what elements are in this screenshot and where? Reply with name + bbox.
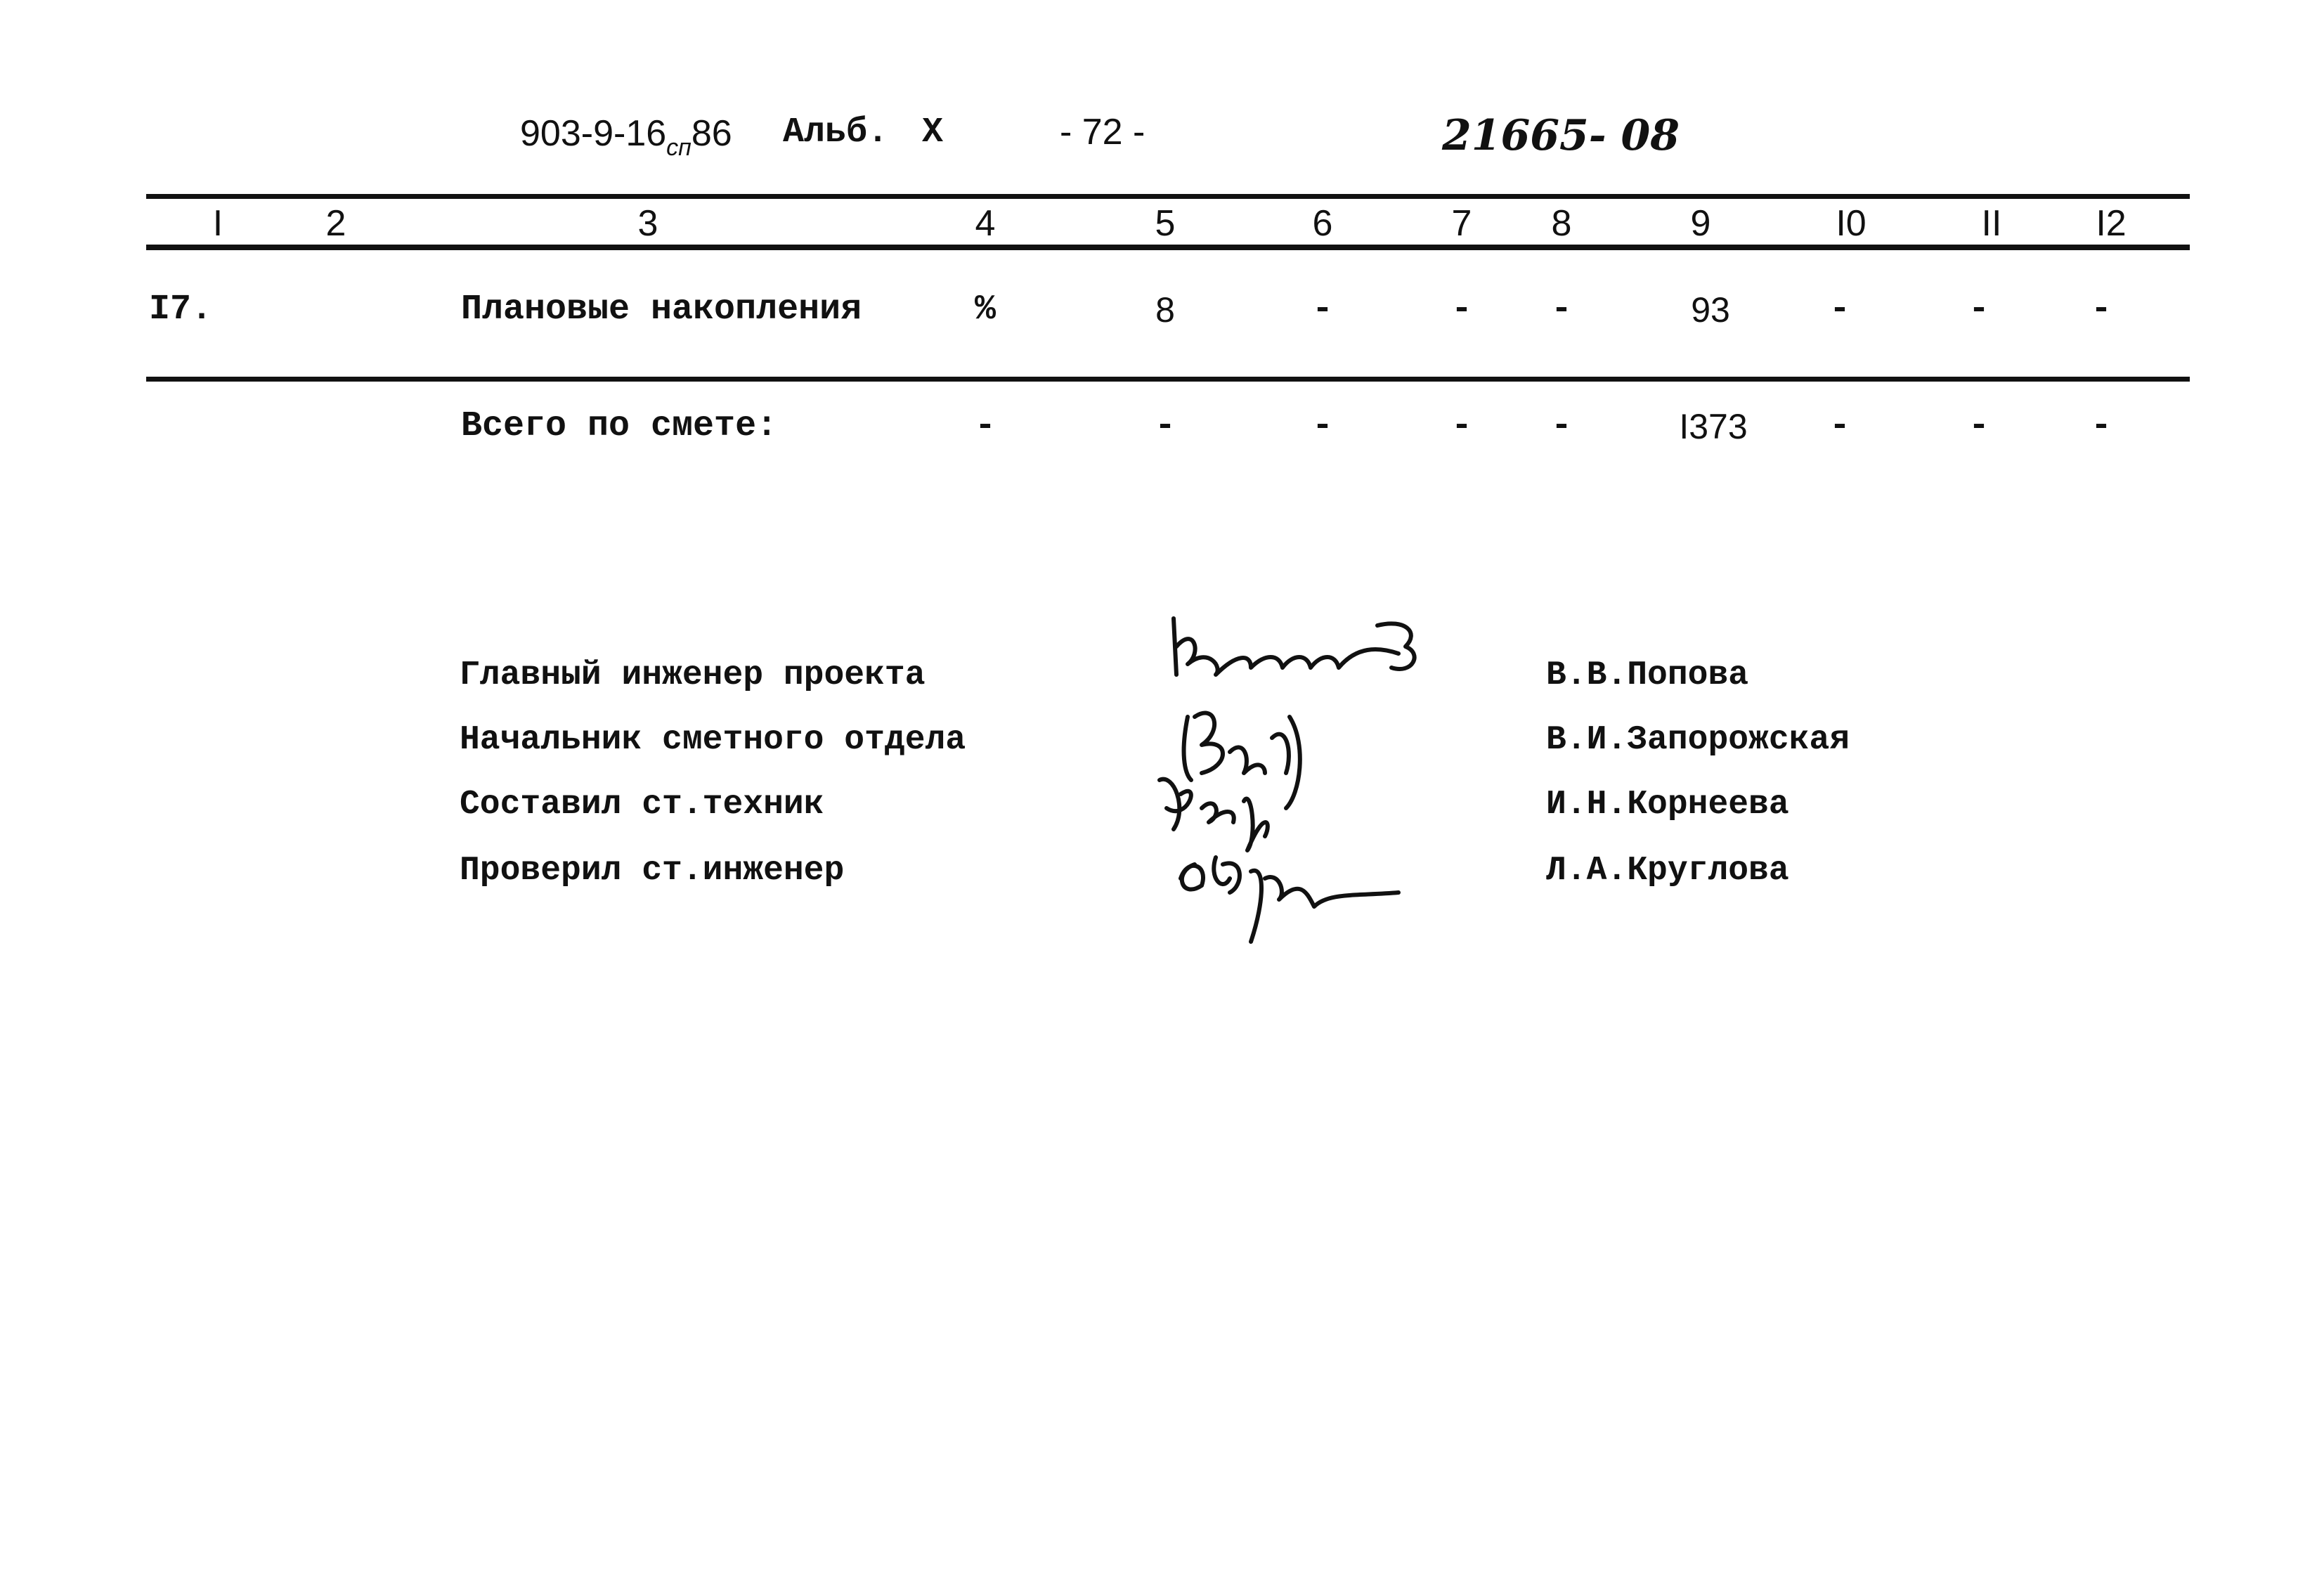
col-header-1: I <box>212 203 223 244</box>
col-header-12: I2 <box>2096 203 2127 244</box>
row-cell-col11: - <box>1968 290 1990 330</box>
handwritten-signatures <box>1145 597 1441 949</box>
handwritten-number: 21665- 08 <box>1442 111 1680 160</box>
col-header-11: II <box>1981 203 2002 244</box>
col-header-2: 2 <box>325 203 346 244</box>
col-header-6: 6 <box>1312 203 1333 244</box>
header-bottom-rule <box>146 245 2190 250</box>
col-header-5: 5 <box>1155 203 1176 244</box>
col-header-9: 9 <box>1690 203 1711 244</box>
signature-name: В.И.Запорожская <box>1546 721 1850 759</box>
signature-4-image <box>1181 857 1398 942</box>
col-header-10: I0 <box>1836 203 1867 244</box>
col-header-8: 8 <box>1551 203 1572 244</box>
total-rule <box>146 377 2190 382</box>
total-cell-col6: - <box>1311 406 1334 446</box>
signature-name: В.В.Попова <box>1546 656 1749 694</box>
row-cell-col9: 93 <box>1691 290 1730 330</box>
total-cell-col5: - <box>1154 406 1176 446</box>
doc-code-main: 903-9-16 <box>520 113 667 154</box>
signature-role: Составил ст.техник <box>460 786 824 824</box>
total-cell-col9: I373 <box>1679 407 1748 446</box>
row-cell-col8: - <box>1550 290 1573 330</box>
col-header-7: 7 <box>1451 203 1472 244</box>
total-cell-col12: - <box>2090 406 2112 446</box>
row-cell-col7: - <box>1450 290 1473 330</box>
col-header-4: 4 <box>975 203 996 244</box>
col-header-3: 3 <box>637 203 658 244</box>
total-cell-col8: - <box>1550 406 1573 446</box>
page-number: - 72 - <box>1060 112 1145 152</box>
signature-3-image <box>1160 779 1268 850</box>
row-cell-col5: 8 <box>1155 290 1175 330</box>
total-cell-col11: - <box>1968 406 1990 446</box>
row-cell-col12: - <box>2090 290 2112 330</box>
row-description: Плановые накопления <box>461 290 862 330</box>
album-number: X <box>922 112 944 152</box>
row-number: I7. <box>149 290 213 330</box>
total-cell-col7: - <box>1450 406 1473 446</box>
signature-role: Проверил ст.инженер <box>460 852 845 890</box>
total-label: Всего по смете: <box>461 406 778 446</box>
signature-name: Л.А.Круглова <box>1546 852 1789 890</box>
signature-2-image <box>1184 713 1300 808</box>
doc-code-year: 86 <box>691 113 732 154</box>
row-cell-col10: - <box>1829 290 1851 330</box>
signature-1-image <box>1174 618 1415 675</box>
album-label: Альб. <box>783 112 889 152</box>
signature-name: И.Н.Корнеева <box>1546 786 1789 824</box>
total-cell-col4: - <box>974 406 997 446</box>
row-cell-col6: - <box>1311 290 1334 330</box>
doc-code <box>520 112 732 161</box>
signature-role: Начальник сметного отдела <box>460 721 966 759</box>
doc-code-sub: сп <box>666 134 692 161</box>
row-cell-col4: % <box>974 290 997 330</box>
table-top-rule <box>146 194 2190 199</box>
total-cell-col10: - <box>1829 406 1851 446</box>
signature-role: Главный инженер проекта <box>460 656 926 694</box>
